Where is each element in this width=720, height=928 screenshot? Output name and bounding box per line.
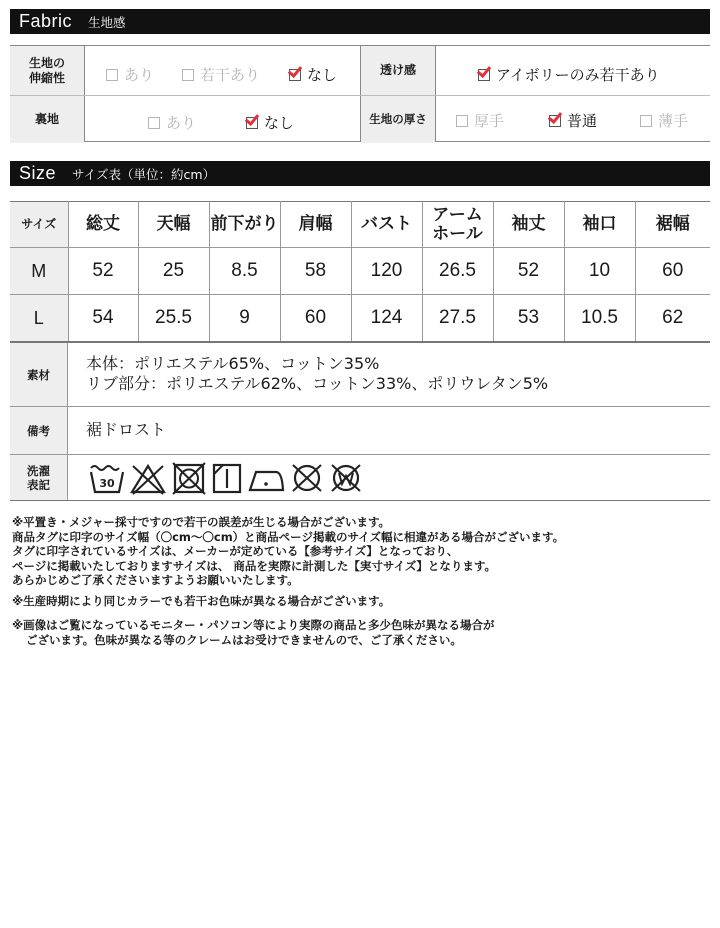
footnote: 商品タグに印字のサイズ幅（〇cm〜〇cm）と商品ページ掲載のサイズ幅に相違がある場合がございます。: [12, 529, 565, 544]
sheer-option-ivory: アイボリーのみ若干あり: [478, 64, 660, 85]
stretch-option-yes: あり: [106, 64, 154, 85]
checkbox-checked-icon: [289, 69, 301, 81]
remarks-value: 裾ドロスト: [86, 420, 167, 439]
iron-low-icon: [246, 460, 286, 496]
lining-label: 裏地: [10, 96, 84, 143]
care-icons: [88, 460, 364, 496]
checkbox-empty-icon: [106, 69, 118, 81]
table-cell: 53: [493, 295, 564, 342]
column-header: 肩幅: [280, 202, 351, 248]
column-header: 総丈: [68, 202, 138, 248]
size-title-jp: サイズ表（単位：約cm）: [72, 166, 216, 182]
column-header: バスト: [351, 202, 422, 248]
size-header-cell: サイズ: [10, 202, 68, 248]
fabric-title-en: Fabric: [19, 11, 73, 31]
fabric-title-jp: 生地感: [88, 14, 126, 30]
checkbox-checked-icon: [549, 115, 561, 127]
footnote: ※生産時期により同じカラーでも若干お色味が異なる場合がございます。: [12, 593, 391, 608]
footnote: あらかじめご了承くださいますようお願いいたします。: [12, 573, 299, 587]
checkbox-empty-icon: [148, 117, 160, 129]
table-cell: 8.5: [209, 248, 280, 295]
hand-wash-30-icon: [88, 460, 126, 496]
thickness-option-thin: 薄手: [640, 110, 688, 131]
table-cell: 52: [68, 248, 138, 295]
table-cell: 25.5: [138, 295, 209, 342]
table-cell: 62: [635, 295, 710, 342]
checkbox-empty-icon: [456, 115, 468, 127]
table-cell: 60: [635, 248, 710, 295]
table-cell: 10.5: [564, 295, 635, 342]
column-header: 天幅: [138, 202, 209, 248]
footnotes: [12, 515, 712, 647]
stretch-option-none: なし: [289, 64, 337, 85]
footnote: ページに掲載いたしておりますサイズは、 商品を実際に計測した【実寸サイズ】となります。: [12, 558, 497, 573]
table-cell: 10: [564, 248, 635, 295]
size-label-cell: L: [10, 295, 68, 342]
table-cell: 25: [138, 248, 209, 295]
table-cell: 124: [351, 295, 422, 342]
table-cell: 26.5: [422, 248, 493, 295]
column-header: 袖丈: [493, 202, 564, 248]
care-row: [10, 455, 710, 501]
remarks-label: 備考: [10, 407, 68, 454]
material-value: 本体：ポリエステル65%、コットン35% リブ部分：ポリエステル62%、コットン33%、ポリウレタン5%: [86, 354, 549, 393]
checkbox-checked-icon: [478, 69, 490, 81]
thickness-option-normal: 普通: [549, 110, 597, 131]
table-row: [10, 295, 710, 342]
footnote: ※画像はご覧になっているモニター・パソコン等により実際の商品と多少色味が異なる場合が: [12, 618, 495, 632]
column-header-armhole: アーム ホール: [422, 202, 493, 248]
no-bleach-icon: [129, 460, 167, 496]
size-section-header: [10, 161, 710, 186]
checkbox-empty-icon: [182, 69, 194, 81]
no-wet-clean-icon: [328, 460, 364, 496]
material-row: [10, 342, 710, 407]
footnote: タグに印字されているサイズは、メーカーが定めている【参考サイズ】となっており、: [12, 544, 459, 558]
thickness-label: 生地の厚さ: [361, 96, 435, 143]
size-title-en: Size: [19, 163, 57, 183]
lining-option-none: なし: [246, 112, 294, 133]
table-cell: 9: [209, 295, 280, 342]
table-cell: 52: [493, 248, 564, 295]
size-table-header-row: [10, 202, 710, 248]
table-row: [10, 248, 710, 295]
column-header: 裾幅: [635, 202, 710, 248]
fabric-section-header: [10, 9, 710, 34]
column-header: 前下がり: [209, 202, 280, 248]
no-tumble-dry-icon: [170, 460, 208, 496]
checkbox-checked-icon: [246, 117, 258, 129]
material-label: 素材: [10, 343, 68, 406]
table-cell: 60: [280, 295, 351, 342]
drip-dry-shade-icon: [211, 460, 243, 496]
footnote: ございます。色味が異なる等のクレームはお受けできませんので、ご了承ください。: [26, 632, 462, 647]
table-cell: 120: [351, 248, 422, 295]
wash-temp-text: 30: [99, 477, 115, 490]
stretch-option-slight: 若干あり: [182, 64, 260, 85]
table-cell: 27.5: [422, 295, 493, 342]
stretch-label: 生地の 伸縮性: [10, 46, 84, 95]
lining-option-yes: あり: [148, 112, 196, 133]
sheer-label: 透け感: [361, 46, 435, 95]
no-dry-clean-icon: [289, 460, 325, 496]
care-label: 洗濯 表記: [10, 455, 68, 500]
checkbox-empty-icon: [640, 115, 652, 127]
table-cell: 58: [280, 248, 351, 295]
footnote: ※平置き・メジャー採寸ですので若干の誤差が生じる場合がございます。: [12, 515, 391, 529]
column-header: 袖口: [564, 202, 635, 248]
fabric-attributes-grid: [10, 45, 710, 142]
size-label-cell: M: [10, 248, 68, 295]
thickness-option-thick: 厚手: [456, 110, 504, 131]
table-cell: 54: [68, 295, 138, 342]
remarks-row: [10, 407, 710, 455]
size-table: [10, 201, 710, 342]
